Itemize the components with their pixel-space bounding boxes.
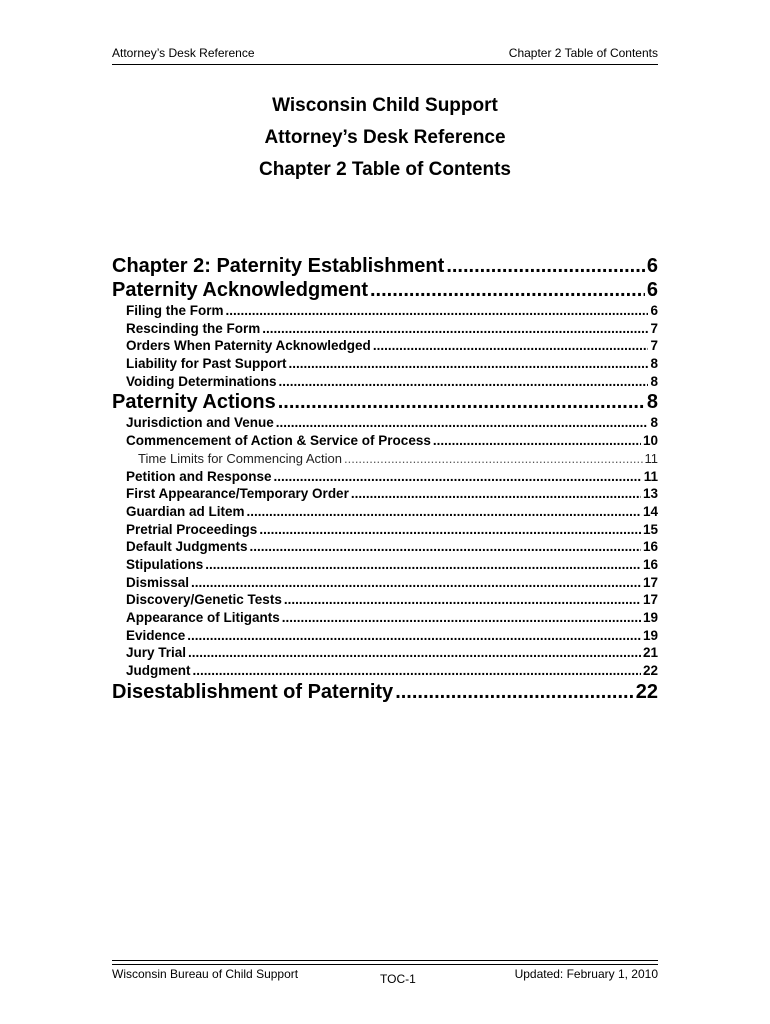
toc-entry-title: Petition and Response [126,468,272,484]
toc-entry [112,355,658,373]
toc-dot-leader [262,320,648,338]
toc-entry [112,485,658,503]
toc-entry [112,627,658,645]
title-line: Attorney’s Desk Reference [264,127,506,148]
toc-entry-title: Liability for Past Support [126,356,287,372]
title-line: Chapter 2 Table of Contents [259,159,511,180]
toc-entry-page: 22 [642,663,658,679]
toc-dot-leader [226,302,649,320]
toc-dot-leader [187,627,641,645]
page-header [112,46,658,64]
toc-entry [112,320,658,338]
footer-left-text: Wisconsin Bureau of Child Support [112,967,299,981]
toc-dot-leader [188,644,641,662]
toc-entry-page: 22 [635,680,658,703]
toc-entry-title: Time Limits for Commencing Action [138,450,342,466]
toc-entry-page: 15 [642,521,658,537]
toc-entry-page: 16 [642,539,658,555]
toc-entry-page: 10 [642,433,658,449]
toc-entry-page: 6 [646,255,658,277]
toc-entry [112,278,658,302]
toc-entry [112,644,658,662]
toc-dot-leader [446,254,645,278]
footer-divider [112,960,658,965]
toc-dot-leader [250,538,641,556]
toc-entry-title: Jury Trial [126,645,187,661]
header-divider [112,64,658,65]
toc-entry-page: 7 [650,338,658,354]
toc-entry-title: Jurisdiction and Venue [126,415,274,431]
toc-entry [112,538,658,556]
toc-entry-page: 14 [642,503,658,519]
toc-entry [112,450,658,468]
document-title [112,90,658,186]
toc-dot-leader [191,574,641,592]
toc-entry-title: Judgment [126,663,191,679]
toc-dot-leader [259,521,641,539]
toc-entry-title: Orders When Paternity Acknowledged [126,338,371,354]
table-of-contents [112,254,658,704]
toc-entry-page: 8 [650,356,658,372]
toc-entry-title: Appearance of Litigants [126,610,280,625]
toc-entry-page: 21 [642,645,658,661]
toc-entry [112,521,658,539]
toc-entry [112,373,658,391]
toc-entry-title: Stipulations [126,556,204,572]
toc-entry-title: Dismissal [126,574,190,590]
toc-entry-title: Guardian ad Litem [126,503,245,519]
title-line: Wisconsin Child Support [272,95,498,116]
footer-page-number: TOC-1 [380,972,416,986]
toc-entry-page: 7 [650,320,658,336]
toc-entry-page: 19 [642,627,658,643]
toc-entry-page: 16 [642,556,658,572]
toc-entry-page: 13 [642,486,658,502]
header-left-text: Attorney’s Desk Reference [112,46,255,60]
toc-dot-leader [395,680,634,704]
toc-entry-title: Rescinding the Form [126,320,261,336]
toc-entry [112,302,658,320]
toc-entry [112,680,658,704]
toc-dot-leader [278,390,645,414]
toc-dot-leader [279,373,649,391]
toc-entry-title: Paternity Actions [112,391,276,414]
toc-entry [112,468,658,486]
toc-entry-title: Disestablishment of Paternity [112,680,394,703]
toc-entry-page: 8 [650,415,658,431]
toc-entry [112,609,658,627]
toc-entry-page: 17 [642,574,658,590]
toc-entry-title: Voiding Determinations [126,373,277,389]
toc-dot-leader [370,278,645,302]
toc-entry [112,591,658,609]
toc-entry-page: 8 [646,391,658,414]
toc-entry-page: 11 [644,450,658,466]
toc-entry [112,254,658,278]
toc-dot-leader [284,591,641,609]
toc-entry-page: 6 [646,279,658,301]
toc-entry [112,662,658,680]
toc-entry-title: Evidence [126,627,186,643]
toc-dot-leader [205,556,641,574]
toc-entry-page: 11 [643,468,658,484]
toc-dot-leader [193,662,641,680]
toc-dot-leader [344,450,643,468]
toc-entry-title: Paternity Acknowledgment [112,279,368,301]
toc-dot-leader [282,609,641,627]
toc-entry-title: Pretrial Proceedings [126,521,258,537]
header-right-text: Chapter 2 Table of Contents [508,46,658,60]
toc-entry-title: Filing the Form [126,303,224,318]
toc-entry [112,432,658,450]
toc-entry-page: 6 [650,303,658,318]
toc-entry-page: 17 [642,592,658,608]
toc-dot-leader [276,414,649,432]
toc-entry [112,337,658,355]
toc-entry-title: Default Judgments [126,539,248,555]
toc-entry-title: Chapter 2: Paternity Establishment [112,255,445,277]
toc-dot-leader [247,503,641,521]
toc-entry [112,556,658,574]
toc-entry-title: Discovery/Genetic Tests [126,592,282,608]
toc-entry-title: Commencement of Action & Service of Process [126,433,431,449]
toc-entry [112,574,658,592]
toc-entry [112,503,658,521]
toc-entry-page: 19 [642,610,658,625]
footer-right-text: Updated: February 1, 2010 [514,967,658,981]
toc-entry-page: 8 [650,373,658,389]
toc-dot-leader [433,432,641,450]
toc-dot-leader [274,468,642,486]
toc-entry-title: First Appearance/Temporary Order [126,486,349,502]
page-footer [112,967,658,989]
toc-dot-leader [289,355,649,373]
toc-dot-leader [351,485,641,503]
toc-dot-leader [373,337,649,355]
toc-entry [112,390,658,414]
toc-entry [112,414,658,432]
